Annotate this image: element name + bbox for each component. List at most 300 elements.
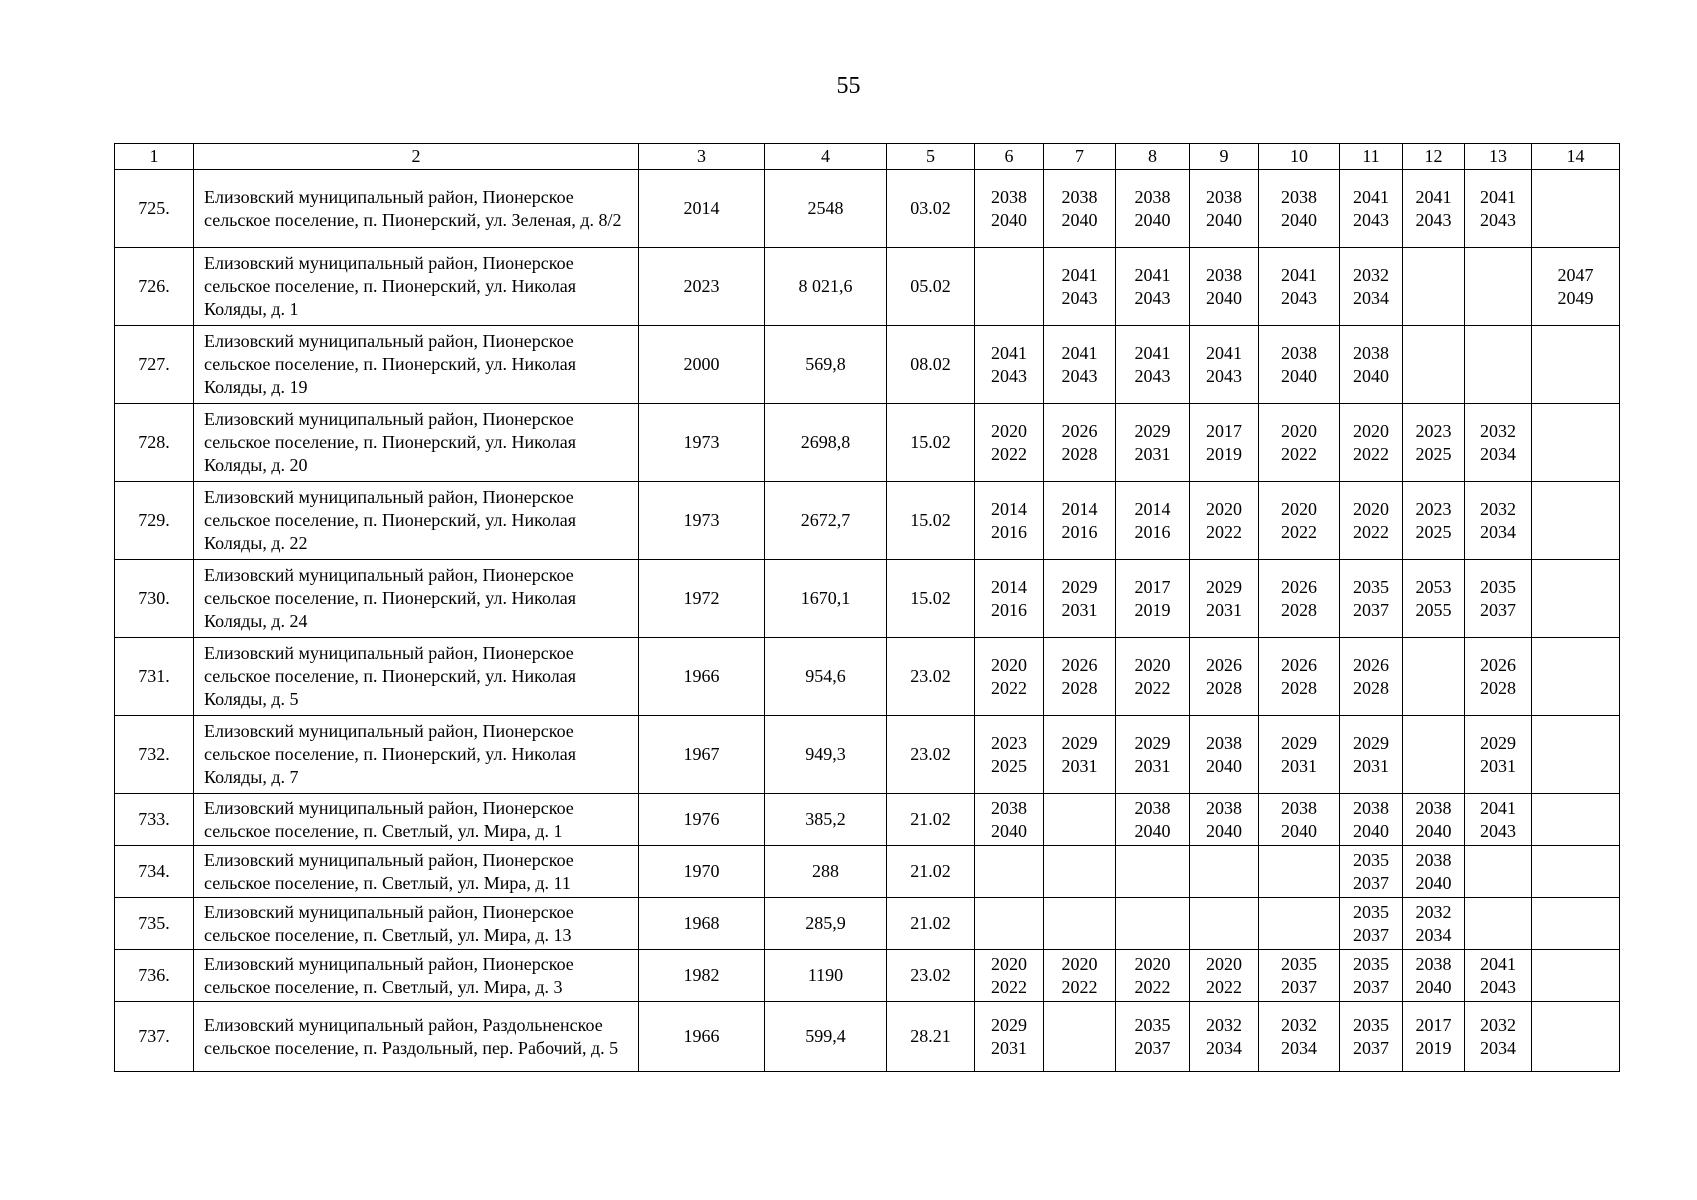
period-start-year: 2029: [1061, 576, 1098, 597]
period-start-year: 2023: [991, 732, 1027, 753]
period-end-year: 2034: [1480, 1037, 1516, 1058]
cell-period-col-14: [1532, 560, 1620, 638]
cell-code: 15.02: [887, 482, 975, 560]
period-start-year: 2038: [1061, 186, 1098, 207]
cell-period-col-11: [1340, 950, 1403, 1002]
period-start-year: 2029: [1206, 576, 1242, 597]
period-start-year: 2017: [1206, 420, 1242, 441]
period-end-year: 2034: [1206, 1037, 1242, 1058]
period-end-year: 2037: [1353, 924, 1389, 945]
period-end-year: 2040: [1281, 209, 1317, 230]
cell-number: 726.: [115, 248, 194, 326]
table-row: [115, 898, 1620, 950]
cell-period-col-6: [975, 1002, 1044, 1072]
period-end-year: 2019: [1415, 1037, 1452, 1058]
table-row: [115, 846, 1620, 898]
period-start-year: 2026: [1480, 654, 1516, 675]
cell-period-col-10: [1259, 560, 1340, 638]
period-start-year: 2038: [1281, 797, 1317, 818]
period-start-year: 2041: [1061, 342, 1098, 363]
period-end-year: 2040: [1134, 820, 1171, 841]
cell-period-col-14: [1532, 846, 1620, 898]
period-start-year: 2038: [1281, 342, 1317, 363]
cell-period-col-13: [1465, 482, 1532, 560]
cell-period-col-14: [1532, 794, 1620, 846]
cell-number: 737.: [115, 1002, 194, 1072]
cell-code: 15.02: [887, 404, 975, 482]
period-end-year: 2028: [1061, 443, 1098, 464]
period-start-year: 2023: [1415, 420, 1452, 441]
housing-register-table: [114, 143, 1620, 1072]
period-end-year: 2040: [1415, 872, 1452, 893]
cell-period-col-11: [1340, 716, 1403, 794]
period-end-year: 2022: [1206, 521, 1242, 542]
cell-period-col-13: [1465, 846, 1532, 898]
period-start-year: 2020: [1281, 420, 1317, 441]
cell-period-col-7: [1044, 170, 1116, 248]
cell-year: 1972: [639, 560, 765, 638]
period-end-year: 2025: [1415, 443, 1452, 464]
period-end-year: 2040: [991, 209, 1027, 230]
cell-period-col-7: [1044, 638, 1116, 716]
column-header-5: 5: [887, 144, 975, 170]
period-end-year: 2031: [1061, 599, 1098, 620]
cell-period-col-6: [975, 170, 1044, 248]
period-start-year: 2020: [1134, 654, 1171, 675]
period-start-year: 2032: [1480, 498, 1516, 519]
period-start-year: 2020: [1281, 498, 1317, 519]
period-end-year: 2019: [1206, 443, 1242, 464]
period-end-year: 2022: [1353, 521, 1389, 542]
cell-period-col-13: [1465, 170, 1532, 248]
period-end-year: 2016: [991, 521, 1027, 542]
period-end-year: 2043: [1134, 287, 1171, 308]
cell-period-col-11: [1340, 170, 1403, 248]
period-end-year: 2031: [1061, 755, 1098, 776]
period-end-year: 2043: [1353, 209, 1389, 230]
period-start-year: 2020: [1134, 953, 1171, 974]
cell-period-col-7: [1044, 482, 1116, 560]
cell-period-col-10: [1259, 716, 1340, 794]
cell-period-col-14: [1532, 170, 1620, 248]
cell-period-col-14: [1532, 404, 1620, 482]
period-end-year: 2016: [991, 599, 1027, 620]
column-header-7: 7: [1044, 144, 1116, 170]
period-start-year: 2041: [1061, 264, 1098, 285]
period-start-year: 2026: [1281, 576, 1317, 597]
cell-address: Елизовский муниципальный район, Раздольненское сельское поселение, п. Раздольный, пер. Рабочий, д. 5: [194, 1002, 639, 1072]
cell-period-col-11: [1340, 248, 1403, 326]
cell-year: 1966: [639, 638, 765, 716]
period-end-year: 2037: [1353, 1037, 1389, 1058]
cell-address: Елизовский муниципальный район, Пионерское сельское поселение, п. Пионерский, ул. Николая Коляды, д. 20: [194, 404, 639, 482]
column-header-12: 12: [1403, 144, 1465, 170]
period-end-year: 2043: [1480, 976, 1516, 997]
cell-number: 729.: [115, 482, 194, 560]
period-start-year: 2041: [1480, 797, 1516, 818]
column-header-9: 9: [1190, 144, 1259, 170]
cell-period-col-14: [1532, 716, 1620, 794]
column-header-14: 14: [1532, 144, 1620, 170]
period-start-year: 2023: [1415, 498, 1452, 519]
period-start-year: 2029: [1480, 732, 1516, 753]
cell-address: Елизовский муниципальный район, Пионерское сельское поселение, п. Пионерский, ул. Николая Коляды, д. 7: [194, 716, 639, 794]
period-start-year: 2035: [1353, 849, 1389, 870]
cell-period-col-14: [1532, 898, 1620, 950]
cell-period-col-6: [975, 248, 1044, 326]
period-end-year: 2019: [1134, 599, 1171, 620]
column-header-3: 3: [639, 144, 765, 170]
period-start-year: 2035: [1281, 953, 1317, 974]
cell-address: Елизовский муниципальный район, Пионерское сельское поселение, п. Светлый, ул. Мира, д. 11: [194, 846, 639, 898]
cell-period-col-10: [1259, 638, 1340, 716]
cell-area: 1190: [765, 950, 887, 1002]
period-end-year: 2040: [1281, 820, 1317, 841]
cell-period-col-12: [1403, 950, 1465, 1002]
period-start-year: 2017: [1134, 576, 1171, 597]
period-end-year: 2022: [1281, 521, 1317, 542]
period-end-year: 2031: [991, 1037, 1027, 1058]
cell-period-col-14: [1532, 638, 1620, 716]
period-start-year: 2020: [1353, 498, 1389, 519]
period-end-year: 2016: [1134, 521, 1171, 542]
cell-period-col-7: [1044, 1002, 1116, 1072]
period-end-year: 2025: [1415, 521, 1452, 542]
cell-period-col-7: [1044, 898, 1116, 950]
cell-number: 730.: [115, 560, 194, 638]
cell-number: 731.: [115, 638, 194, 716]
cell-period-col-8: [1116, 846, 1190, 898]
cell-period-col-13: [1465, 1002, 1532, 1072]
period-end-year: 2040: [1206, 755, 1242, 776]
table-row: [115, 1002, 1620, 1072]
period-start-year: 2041: [1206, 342, 1242, 363]
cell-period-col-8: [1116, 326, 1190, 404]
cell-period-col-11: [1340, 404, 1403, 482]
cell-period-col-12: [1403, 846, 1465, 898]
cell-period-col-11: [1340, 326, 1403, 404]
cell-period-col-8: [1116, 1002, 1190, 1072]
cell-code: 05.02: [887, 248, 975, 326]
cell-code: 23.02: [887, 950, 975, 1002]
period-start-year: 2035: [1480, 576, 1516, 597]
cell-period-col-9: [1190, 560, 1259, 638]
period-start-year: 2038: [1134, 797, 1171, 818]
cell-area: 2672,7: [765, 482, 887, 560]
cell-period-col-6: [975, 794, 1044, 846]
column-header-11: 11: [1340, 144, 1403, 170]
cell-period-col-8: [1116, 898, 1190, 950]
period-start-year: 2032: [1353, 264, 1389, 285]
period-start-year: 2038: [1134, 186, 1171, 207]
cell-period-col-12: [1403, 248, 1465, 326]
column-header-8: 8: [1116, 144, 1190, 170]
period-end-year: 2043: [1206, 365, 1242, 386]
cell-address: Елизовский муниципальный район, Пионерское сельское поселение, п. Светлый, ул. Мира, д. 1: [194, 794, 639, 846]
period-end-year: 2034: [1480, 521, 1516, 542]
period-start-year: 2029: [1353, 732, 1389, 753]
cell-period-col-8: [1116, 482, 1190, 560]
cell-area: 385,2: [765, 794, 887, 846]
table-row: [115, 716, 1620, 794]
cell-code: 08.02: [887, 326, 975, 404]
period-end-year: 2022: [1134, 677, 1171, 698]
cell-period-col-6: [975, 898, 1044, 950]
cell-period-col-8: [1116, 638, 1190, 716]
table-row: [115, 170, 1620, 248]
cell-period-col-11: [1340, 638, 1403, 716]
period-end-year: 2037: [1134, 1037, 1171, 1058]
cell-period-col-12: [1403, 482, 1465, 560]
cell-period-col-9: [1190, 404, 1259, 482]
table-row: [115, 326, 1620, 404]
cell-area: 1670,1: [765, 560, 887, 638]
cell-address: Елизовский муниципальный район, Пионерское сельское поселение, п. Пионерский, ул. Зеленая, д. 8/2: [194, 170, 639, 248]
period-end-year: 2040: [1281, 365, 1317, 386]
period-end-year: 2040: [1206, 820, 1242, 841]
cell-period-col-13: [1465, 716, 1532, 794]
period-end-year: 2022: [1134, 976, 1171, 997]
period-end-year: 2037: [1353, 599, 1389, 620]
period-end-year: 2043: [1415, 209, 1452, 230]
period-end-year: 2034: [1415, 924, 1452, 945]
period-end-year: 2031: [1206, 599, 1242, 620]
cell-period-col-8: [1116, 248, 1190, 326]
cell-period-col-11: [1340, 898, 1403, 950]
period-start-year: 2029: [1134, 732, 1171, 753]
cell-period-col-10: [1259, 326, 1340, 404]
period-end-year: 2022: [1061, 976, 1098, 997]
period-end-year: 2028: [1281, 599, 1317, 620]
period-start-year: 2038: [1415, 797, 1452, 818]
cell-period-col-8: [1116, 794, 1190, 846]
column-header-2: 2: [194, 144, 639, 170]
period-end-year: 2022: [991, 677, 1027, 698]
cell-period-col-13: [1465, 404, 1532, 482]
cell-period-col-13: [1465, 326, 1532, 404]
cell-period-col-14: [1532, 1002, 1620, 1072]
cell-period-col-10: [1259, 482, 1340, 560]
period-start-year: 2047: [1557, 264, 1594, 285]
column-header-10: 10: [1259, 144, 1340, 170]
period-start-year: 2041: [1480, 186, 1516, 207]
column-header-6: 6: [975, 144, 1044, 170]
period-end-year: 2016: [1061, 521, 1098, 542]
period-start-year: 2032: [1480, 1014, 1516, 1035]
cell-period-col-12: [1403, 326, 1465, 404]
period-start-year: 2041: [1353, 186, 1389, 207]
cell-period-col-8: [1116, 404, 1190, 482]
period-end-year: 2037: [1480, 599, 1516, 620]
table-row: [115, 794, 1620, 846]
period-end-year: 2031: [1353, 755, 1389, 776]
cell-area: 2548: [765, 170, 887, 248]
table-row: [115, 560, 1620, 638]
cell-period-col-9: [1190, 846, 1259, 898]
cell-period-col-14: [1532, 326, 1620, 404]
cell-period-col-7: [1044, 248, 1116, 326]
period-start-year: 2029: [1134, 420, 1171, 441]
cell-period-col-12: [1403, 560, 1465, 638]
cell-period-col-10: [1259, 950, 1340, 1002]
period-end-year: 2040: [1353, 365, 1389, 386]
cell-period-col-11: [1340, 794, 1403, 846]
cell-code: 21.02: [887, 846, 975, 898]
period-end-year: 2043: [1134, 365, 1171, 386]
cell-period-col-10: [1259, 846, 1340, 898]
period-end-year: 2031: [1281, 755, 1317, 776]
period-start-year: 2041: [1134, 342, 1171, 363]
cell-period-col-13: [1465, 794, 1532, 846]
cell-period-col-12: [1403, 1002, 1465, 1072]
cell-period-col-9: [1190, 716, 1259, 794]
period-start-year: 2035: [1353, 901, 1389, 922]
cell-code: 28.21: [887, 1002, 975, 1072]
cell-period-col-7: [1044, 404, 1116, 482]
period-end-year: 2040: [1353, 820, 1389, 841]
period-start-year: 2026: [1353, 654, 1389, 675]
cell-period-col-6: [975, 846, 1044, 898]
period-start-year: 2032: [1281, 1014, 1317, 1035]
cell-period-col-12: [1403, 716, 1465, 794]
period-end-year: 2040: [1206, 287, 1242, 308]
period-end-year: 2049: [1557, 287, 1594, 308]
cell-period-col-9: [1190, 898, 1259, 950]
period-start-year: 2020: [1206, 953, 1242, 974]
cell-year: 1973: [639, 482, 765, 560]
cell-year: 2000: [639, 326, 765, 404]
table-row: [115, 482, 1620, 560]
cell-period-col-7: [1044, 794, 1116, 846]
period-start-year: 2038: [1206, 797, 1242, 818]
cell-period-col-8: [1116, 170, 1190, 248]
cell-code: 23.02: [887, 716, 975, 794]
cell-period-col-10: [1259, 1002, 1340, 1072]
column-header-1: 1: [115, 144, 194, 170]
cell-period-col-11: [1340, 1002, 1403, 1072]
cell-period-col-13: [1465, 560, 1532, 638]
cell-period-col-14: [1532, 482, 1620, 560]
period-start-year: 2038: [1206, 186, 1242, 207]
cell-period-col-13: [1465, 248, 1532, 326]
cell-period-col-9: [1190, 794, 1259, 846]
cell-code: 15.02: [887, 560, 975, 638]
cell-period-col-10: [1259, 898, 1340, 950]
period-start-year: 2020: [1061, 953, 1098, 974]
period-end-year: 2028: [1206, 677, 1242, 698]
period-end-year: 2031: [1134, 443, 1171, 464]
cell-number: 735.: [115, 898, 194, 950]
cell-area: 599,4: [765, 1002, 887, 1072]
cell-code: 21.02: [887, 898, 975, 950]
cell-period-col-6: [975, 950, 1044, 1002]
table-row: [115, 638, 1620, 716]
cell-address: Елизовский муниципальный район, Пионерское сельское поселение, п. Пионерский, ул. Николая Коляды, д. 5: [194, 638, 639, 716]
period-start-year: 2032: [1206, 1014, 1242, 1035]
cell-address: Елизовский муниципальный район, Пионерское сельское поселение, п. Светлый, ул. Мира, д. 13: [194, 898, 639, 950]
cell-period-col-6: [975, 482, 1044, 560]
cell-address: Елизовский муниципальный район, Пионерское сельское поселение, п. Пионерский, ул. Николая Коляды, д. 1: [194, 248, 639, 326]
cell-period-col-9: [1190, 248, 1259, 326]
period-start-year: 2026: [1281, 654, 1317, 675]
cell-year: 1973: [639, 404, 765, 482]
cell-period-col-12: [1403, 638, 1465, 716]
period-end-year: 2043: [1281, 287, 1317, 308]
cell-period-col-6: [975, 716, 1044, 794]
cell-code: 21.02: [887, 794, 975, 846]
cell-period-col-9: [1190, 482, 1259, 560]
period-start-year: 2041: [1415, 186, 1452, 207]
period-end-year: 2043: [1061, 287, 1098, 308]
period-end-year: 2040: [1415, 820, 1452, 841]
period-start-year: 2038: [1281, 186, 1317, 207]
cell-address: Елизовский муниципальный район, Пионерское сельское поселение, п. Светлый, ул. Мира, д. 3: [194, 950, 639, 1002]
period-start-year: 2029: [1281, 732, 1317, 753]
period-start-year: 2026: [1206, 654, 1242, 675]
cell-year: 1968: [639, 898, 765, 950]
cell-period-col-7: [1044, 950, 1116, 1002]
column-header-4: 4: [765, 144, 887, 170]
cell-number: 732.: [115, 716, 194, 794]
period-end-year: 2040: [1415, 976, 1452, 997]
cell-period-col-10: [1259, 794, 1340, 846]
cell-period-col-11: [1340, 846, 1403, 898]
period-start-year: 2020: [991, 654, 1027, 675]
cell-period-col-9: [1190, 170, 1259, 248]
table-row: [115, 404, 1620, 482]
table-row: [115, 248, 1620, 326]
period-start-year: 2017: [1415, 1014, 1452, 1035]
cell-year: 1970: [639, 846, 765, 898]
cell-period-col-7: [1044, 326, 1116, 404]
cell-period-col-12: [1403, 404, 1465, 482]
cell-period-col-7: [1044, 846, 1116, 898]
period-start-year: 2014: [991, 498, 1027, 519]
period-end-year: 2034: [1353, 287, 1389, 308]
period-end-year: 2037: [1353, 976, 1389, 997]
period-start-year: 2020: [991, 420, 1027, 441]
cell-period-col-12: [1403, 794, 1465, 846]
cell-area: 285,9: [765, 898, 887, 950]
period-start-year: 2029: [991, 1014, 1027, 1035]
period-end-year: 2022: [991, 976, 1027, 997]
cell-period-col-8: [1116, 716, 1190, 794]
period-start-year: 2038: [1353, 342, 1389, 363]
cell-year: 2014: [639, 170, 765, 248]
period-end-year: 2043: [1061, 365, 1098, 386]
cell-period-col-9: [1190, 1002, 1259, 1072]
period-end-year: 2055: [1415, 599, 1452, 620]
period-start-year: 2026: [1061, 654, 1098, 675]
cell-period-col-9: [1190, 326, 1259, 404]
cell-period-col-9: [1190, 638, 1259, 716]
period-start-year: 2038: [1415, 849, 1452, 870]
period-start-year: 2035: [1353, 953, 1389, 974]
cell-period-col-11: [1340, 560, 1403, 638]
period-end-year: 2043: [1480, 209, 1516, 230]
period-start-year: 2032: [1480, 420, 1516, 441]
period-end-year: 2022: [1206, 976, 1242, 997]
cell-period-col-14: [1532, 248, 1620, 326]
period-start-year: 2029: [1061, 732, 1098, 753]
cell-code: 03.02: [887, 170, 975, 248]
period-end-year: 2031: [1480, 755, 1516, 776]
period-end-year: 2040: [991, 820, 1027, 841]
page-number: 55: [836, 73, 861, 99]
period-end-year: 2037: [1281, 976, 1317, 997]
cell-period-col-13: [1465, 950, 1532, 1002]
cell-period-col-13: [1465, 638, 1532, 716]
